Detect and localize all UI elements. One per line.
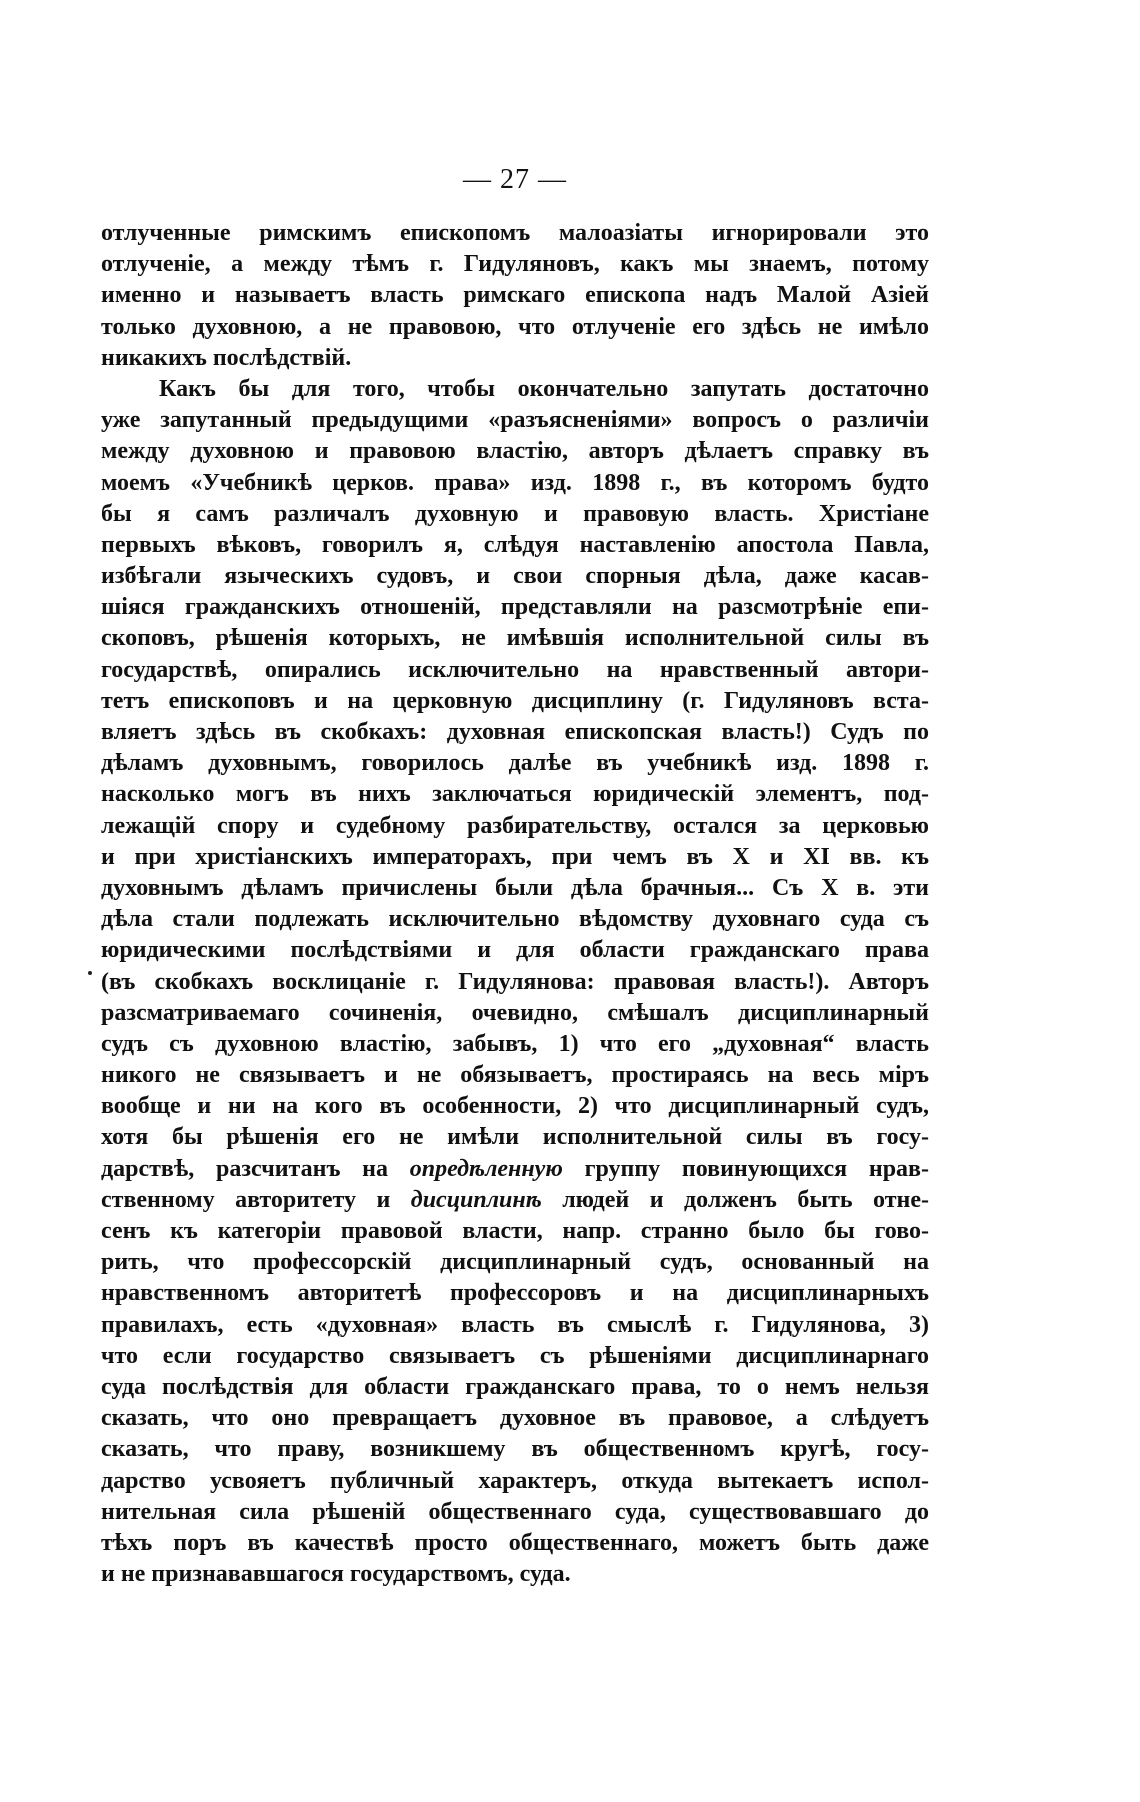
text-line: уже запутанный предыдущими «разъясненіями» вопросъ о различіи <box>101 407 929 434</box>
text-line: духовнымъ дѣламъ причислены были дѣла брачныя... Съ X в. эти <box>101 874 929 901</box>
text-line: дѣламъ духовнымъ, говорилось далѣе въ учебникѣ изд. 1898 г. <box>101 750 929 777</box>
text-line: дарство усвояетъ публичный характеръ, откуда вытекаетъ испол- <box>101 1467 929 1494</box>
text-line: и при христіанскихъ императорахъ, при чемъ въ X и XI вв. къ <box>101 843 929 870</box>
text-line: отлученіе, а между тѣмъ г. Гидуляновъ, какъ мы знаемъ, потому <box>101 251 929 278</box>
text-line: нравственномъ авторитетѣ профессоровъ и на дисциплинарныхъ <box>101 1280 929 1307</box>
text-line: суда послѣдствія для области гражданскаго права, то о немъ нельзя <box>101 1373 929 1400</box>
page-number: — 27 — <box>463 164 567 195</box>
text-line: никого не связываетъ и не обязываетъ, простираясь на весь міръ <box>101 1062 929 1089</box>
text-line: только духовною, а не правовою, что отлученіе его здѣсь не имѣло <box>101 313 929 340</box>
text-line: сказать, что оно превращаетъ духовное въ правовое, а слѣдуетъ <box>101 1405 929 1432</box>
text-line: судъ съ духовною властію, забывъ, 1) что его „духовная“ власть <box>101 1030 929 1057</box>
text-line: лежащій спору и судебному разбирательству, остался за церковью <box>101 812 929 839</box>
text-line: бы я самъ различалъ духовную и правовую власть. Христіане <box>101 500 929 527</box>
text-line: вообще и ни на кого въ особенности, 2) что дисциплинарный судъ, <box>101 1093 929 1120</box>
text-line: никакихъ послѣдствій. <box>101 344 352 371</box>
stray-ink-mark <box>88 971 92 975</box>
text-line: шіяся гражданскихъ отношеній, представляли на разсмотрѣніе епи- <box>101 594 929 621</box>
text-line: государствѣ, опирались исключительно на нравственный автори- <box>101 656 929 683</box>
text-line: (въ скобкахъ восклицаніе г. Гидулянова: правовая власть!). Авторъ <box>101 968 929 995</box>
text-line: тетъ епископовъ и на церковную дисциплину (г. Гидуляновъ вста- <box>101 687 929 714</box>
text-line: первыхъ вѣковъ, говорилъ я, слѣдуя наставленію апостола Павла, <box>101 531 929 558</box>
italic-emphasis: дисциплинѣ <box>410 1186 542 1213</box>
text-span: ственному авторитету и <box>101 1186 411 1213</box>
text-line: моемъ «Учебникѣ церков. права» изд. 1898 г., въ которомъ будто <box>101 469 929 496</box>
text-line: разсматриваемаго сочиненія, очевидно, смѣшалъ дисциплинарный <box>101 999 929 1026</box>
italic-emphasis: опредѣленную <box>409 1155 563 1182</box>
text-line: хотя бы рѣшенія его не имѣли исполнительной силы въ госу- <box>101 1124 929 1151</box>
text-line: и не признававшагося государствомъ, суда. <box>101 1561 571 1588</box>
text-line: правилахъ, есть «духовная» власть въ смыслѣ г. Гидулянова, 3) <box>101 1311 929 1338</box>
body-text <box>101 218 929 1590</box>
text-line: сенъ къ категоріи правовой власти, напр. странно было бы гово- <box>101 1218 929 1244</box>
text-line: сказать, что праву, возникшему въ общественномъ кругѣ, госу- <box>101 1436 929 1463</box>
text-span: дарствѣ, разсчитанъ на <box>101 1155 410 1182</box>
text-line: Какъ бы для того, чтобы окончательно запутать достаточно <box>159 375 929 402</box>
text-line: вляетъ здѣсь въ скобкахъ: духовная епископская власть!) Судъ по <box>101 719 929 745</box>
text-line: нительная сила рѣшеній общественнаго суда, существовавшаго до <box>101 1498 929 1525</box>
text-span: людей и долженъ быть отне- <box>541 1186 929 1213</box>
text-line: скоповъ, рѣшенія которыхъ, не имѣвшія исполнительной силы въ <box>101 625 929 652</box>
text-line: дѣла стали подлежать исключительно вѣдомству духовнаго суда съ <box>101 906 929 933</box>
text-line: избѣгали языческихъ судовъ, и свои спорныя дѣла, даже касав- <box>101 563 929 590</box>
text-line: рить, что профессорскій дисциплинарный судъ, основанный на <box>101 1249 929 1276</box>
text-line-with-emphasis <box>101 1185 929 1216</box>
text-line-with-emphasis <box>101 1154 929 1185</box>
text-line: между духовною и правовою властію, авторъ дѣлаетъ справку въ <box>101 438 929 465</box>
text-line: именно и называетъ власть римскаго епископа надъ Малой Азіей <box>101 282 929 309</box>
text-line: тѣхъ поръ въ качествѣ просто общественнаго, можетъ быть даже <box>101 1529 929 1556</box>
text-line: юридическими послѣдствіями и для области гражданскаго права <box>101 937 929 964</box>
text-line: что если государство связываетъ съ рѣшеніями дисциплинарнаго <box>101 1342 929 1369</box>
text-span: группу повинующихся нрав- <box>562 1155 929 1182</box>
text-line: насколько могъ въ нихъ заключаться юридическій элементъ, под- <box>101 781 929 808</box>
text-line: отлученные римскимъ епископомъ малоазіаты игнорировали это <box>101 220 929 246</box>
